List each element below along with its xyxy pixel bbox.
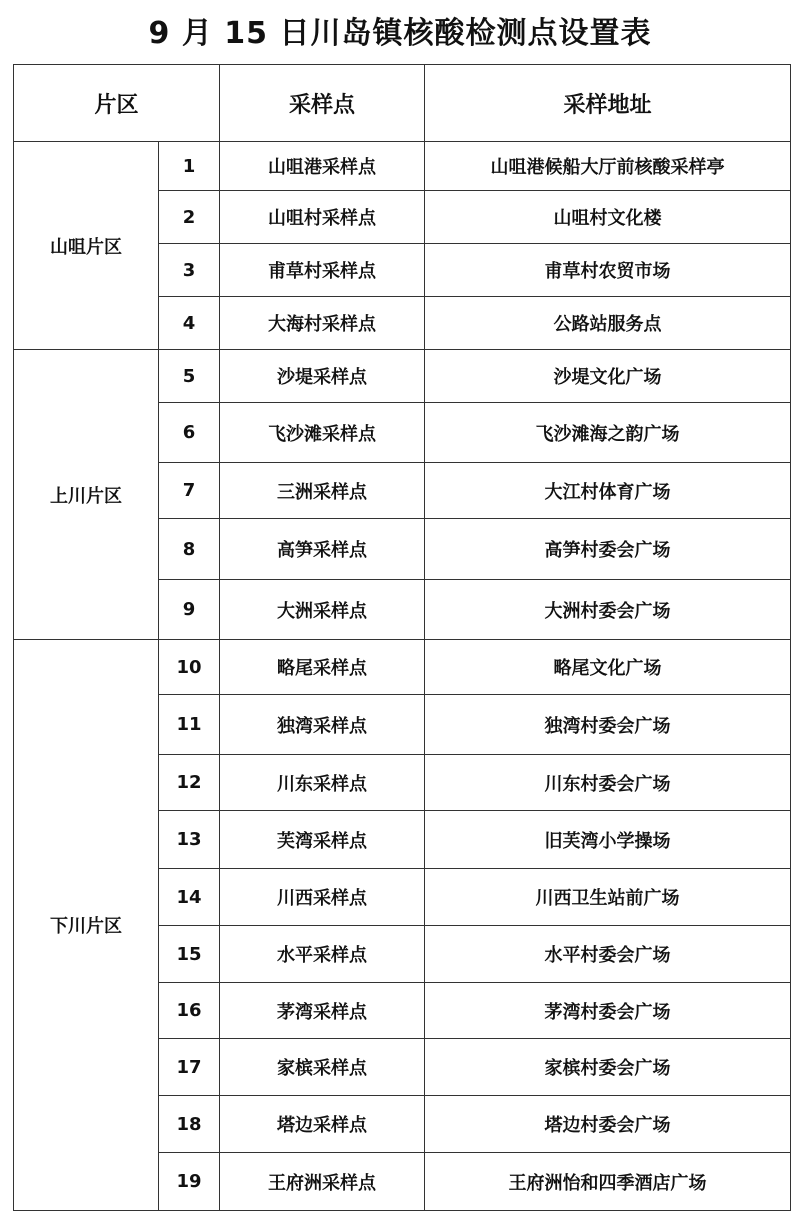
row-number: 5 — [159, 350, 220, 403]
header-row — [14, 65, 791, 142]
row-number: 18 — [159, 1096, 220, 1153]
sampling-address: 川西卫生站前广场 — [425, 869, 791, 926]
row-number: 19 — [159, 1153, 220, 1211]
sampling-address: 甫草村农贸市场 — [425, 244, 791, 297]
sampling-address: 飞沙滩海之韵广场 — [425, 403, 791, 463]
sampling-point: 水平采样点 — [220, 926, 425, 983]
table-row — [14, 640, 791, 695]
table-row — [14, 350, 791, 403]
sampling-point: 川东采样点 — [220, 755, 425, 811]
sampling-address: 独湾村委会广场 — [425, 695, 791, 755]
testing-sites-table — [13, 64, 791, 1211]
sampling-point: 大海村采样点 — [220, 297, 425, 350]
area-cell: 山咀片区 — [14, 142, 159, 350]
row-number: 9 — [159, 580, 220, 640]
row-number: 3 — [159, 244, 220, 297]
sampling-point: 家槟采样点 — [220, 1039, 425, 1096]
sampling-address: 王府洲怡和四季酒店广场 — [425, 1153, 791, 1211]
sampling-address: 山咀港候船大厅前核酸采样亭 — [425, 142, 791, 191]
sampling-point: 茅湾采样点 — [220, 983, 425, 1039]
header-point: 采样点 — [220, 65, 425, 142]
sampling-address: 水平村委会广场 — [425, 926, 791, 983]
sampling-point: 甫草村采样点 — [220, 244, 425, 297]
row-number: 16 — [159, 983, 220, 1039]
sampling-address: 沙堤文化广场 — [425, 350, 791, 403]
sampling-address: 大洲村委会广场 — [425, 580, 791, 640]
row-number: 8 — [159, 519, 220, 580]
sampling-point: 山咀村采样点 — [220, 191, 425, 244]
table-body — [14, 142, 791, 1211]
sampling-address: 家槟村委会广场 — [425, 1039, 791, 1096]
row-number: 6 — [159, 403, 220, 463]
row-number: 7 — [159, 463, 220, 519]
sampling-point: 芙湾采样点 — [220, 811, 425, 869]
sampling-point: 三洲采样点 — [220, 463, 425, 519]
sampling-point: 高笋采样点 — [220, 519, 425, 580]
sampling-point: 独湾采样点 — [220, 695, 425, 755]
sampling-address: 山咀村文化楼 — [425, 191, 791, 244]
sampling-point: 大洲采样点 — [220, 580, 425, 640]
row-number: 17 — [159, 1039, 220, 1096]
row-number: 11 — [159, 695, 220, 755]
sampling-address: 略尾文化广场 — [425, 640, 791, 695]
sampling-address: 茅湾村委会广场 — [425, 983, 791, 1039]
sampling-point: 川西采样点 — [220, 869, 425, 926]
row-number: 2 — [159, 191, 220, 244]
area-cell: 下川片区 — [14, 640, 159, 1211]
row-number: 15 — [159, 926, 220, 983]
row-number: 10 — [159, 640, 220, 695]
page-title: 9 月 15 日川岛镇核酸检测点设置表 — [148, 16, 652, 51]
table-row — [14, 142, 791, 191]
sampling-point: 沙堤采样点 — [220, 350, 425, 403]
header-area: 片区 — [14, 65, 220, 142]
sampling-address: 塔边村委会广场 — [425, 1096, 791, 1153]
row-number: 12 — [159, 755, 220, 811]
row-number: 1 — [159, 142, 220, 191]
row-number: 14 — [159, 869, 220, 926]
sampling-point: 山咀港采样点 — [220, 142, 425, 191]
sampling-address: 旧芙湾小学操场 — [425, 811, 791, 869]
header-address: 采样地址 — [425, 65, 791, 142]
sampling-point: 略尾采样点 — [220, 640, 425, 695]
sampling-address: 川东村委会广场 — [425, 755, 791, 811]
sampling-address: 高笋村委会广场 — [425, 519, 791, 580]
sampling-address: 大江村体育广场 — [425, 463, 791, 519]
sampling-point: 王府洲采样点 — [220, 1153, 425, 1211]
row-number: 4 — [159, 297, 220, 350]
row-number: 13 — [159, 811, 220, 869]
sampling-point: 飞沙滩采样点 — [220, 403, 425, 463]
sampling-point: 塔边采样点 — [220, 1096, 425, 1153]
area-cell: 上川片区 — [14, 350, 159, 640]
sampling-address: 公路站服务点 — [425, 297, 791, 350]
